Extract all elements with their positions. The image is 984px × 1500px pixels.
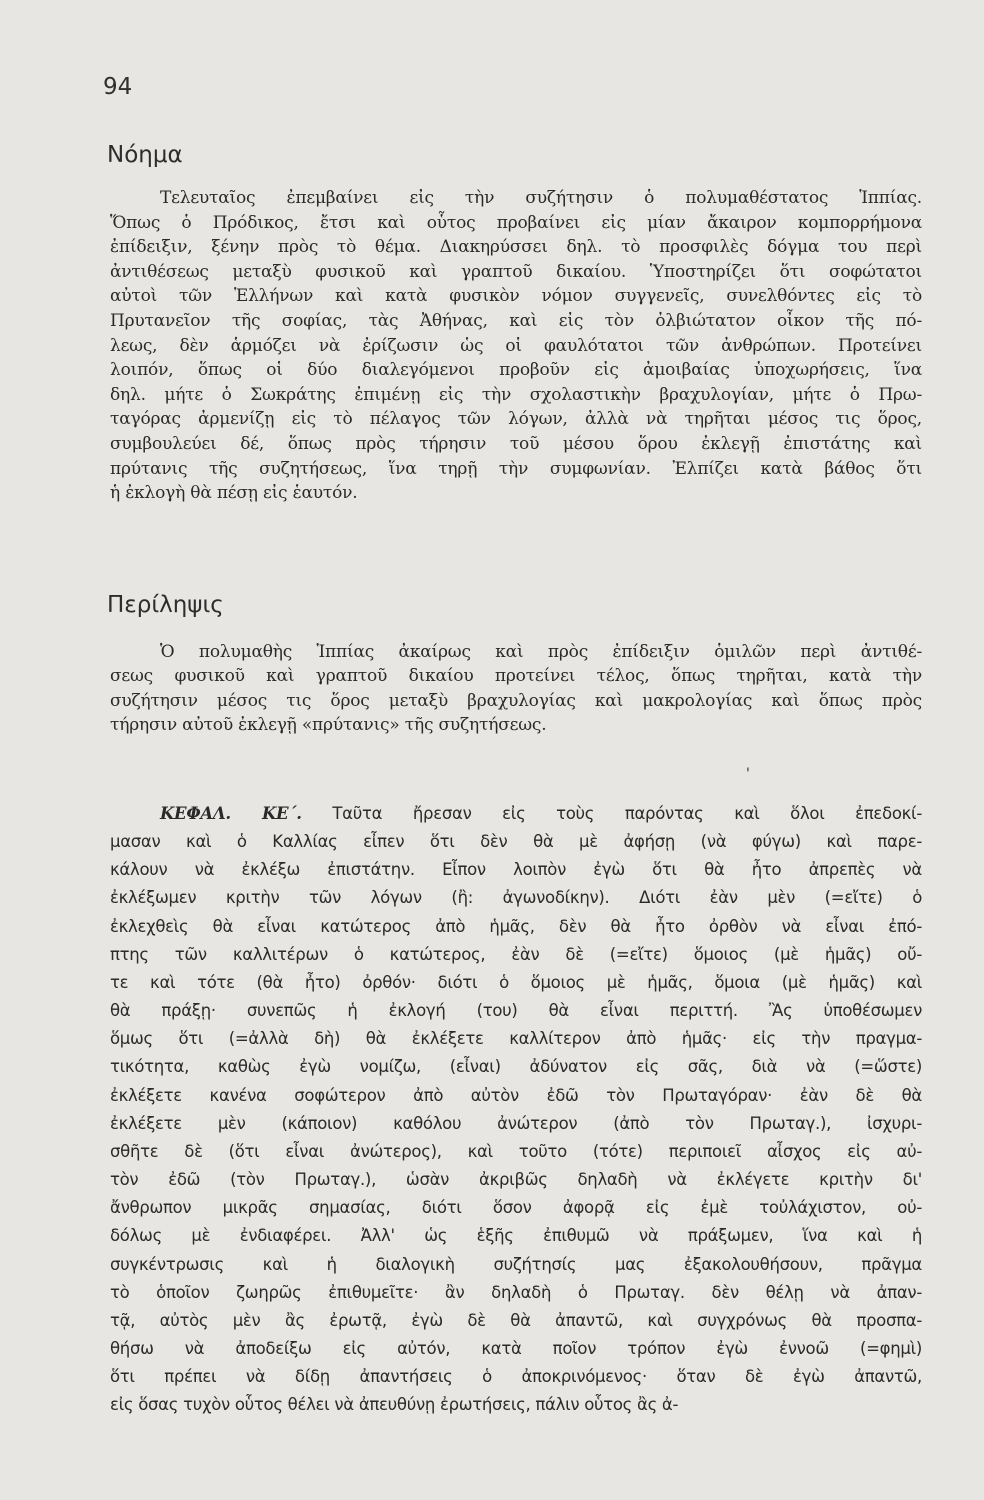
text-line: τήρησιν αὐτοῦ ἐκλεγῇ «πρύτανις» τῆς συζητήσεως. <box>110 715 547 736</box>
text-line: ἐκλέξετε κανένα σοφώτερον ἀπὸ αὐτὸν ἐδῶ τὸν Πρωταγόραν· ἐὰν δὲ θὰ <box>110 1085 922 1105</box>
text-line: ὅτι πρέπει νὰ δίδῃ ἀπαντήσεις ὁ ἀποκρινόμενος· ὅταν δὲ ἐγὼ ἀπαντῶ, <box>110 1367 922 1387</box>
noima-paragraph <box>110 186 922 506</box>
text-line: Ὁ πολυμαθὴς Ἱππίας ἀκαίρως καὶ πρὸς ἐπίδειξιν ὁμιλῶν περὶ ἀντιθέ- <box>160 642 922 662</box>
text-line: συγκέντρωσις καὶ ἡ διαλογικὴ συζήτησίς μας ἐξακολουθήσουν, πρᾶγμα <box>110 1254 922 1274</box>
page-number: 94 <box>103 74 133 100</box>
perilipsis-paragraph <box>110 640 922 738</box>
text-line: συμβουλεύει δέ, ὅπως πρὸς τήρησιν τοῦ μέσου ὅρου ἐκλεγῇ ἐπιστάτης καὶ <box>110 433 922 454</box>
margin-mark: ' <box>746 766 750 782</box>
text-line: σθῆτε δὲ (ὅτι εἶναι ἀνώτερος), καὶ τοῦτο (τότε) περιποιεῖ αἶσχος εἰς αὐ- <box>110 1141 922 1161</box>
text-line: θὰ πράξῃ· συνεπῶς ἡ ἐκλογή (του) θὰ εἶναι περιττή. Ἂς ὑποθέσωμεν <box>110 1001 922 1021</box>
text-line: ἐκλέξετε μὲν (κάποιον) καθόλου ἀνώτερον (ἀπὸ τὸν Πρωταγ.), ἰσχυρι- <box>110 1113 922 1133</box>
translation-first-line <box>110 800 922 828</box>
text-line: τὸν ἐδῶ (τὸν Πρωταγ.), ὡσὰν ἀκριβῶς δηλαδὴ νὰ ἐκλέγετε κριτὴν δι' <box>110 1170 922 1190</box>
text-line: ἐκλέξωμεν κριτὴν τῶν λόγων (ἢ: ἀγωνοδίκην). Διότι ἐὰν μὲν (=εἴτε) ὁ <box>110 888 922 908</box>
text-line: πτης τῶν καλλιτέρων ὁ κατώτερος, ἐὰν δὲ (=εἴτε) ὅμοιος (μὲ ἡμᾶς) οὔ- <box>110 944 922 964</box>
text-line: ἐπίδειξιν, ξένην πρὸς τὸ θέμα. Διακηρύσσει δηλ. τὸ προσφιλὲς δόγμα του περὶ <box>110 237 922 258</box>
text-line: Πρυτανεῖον τῆς σοφίας, τὰς Ἀθήνας, καὶ εἰς τὸν ὀλβιώτατον οἶκον τῆς πό- <box>110 310 922 331</box>
text-line: τὸ ὁποῖον ζωηρῶς ἐπιθυμεῖτε· ἂν δηλαδὴ ὁ Πρωταγ. δὲν θέλῃ νὰ ἀπαν- <box>110 1282 922 1302</box>
text-line: λεως, δὲν ἁρμόζει νὰ ἐρίζωσιν ὡς οἱ φαυλότατοι τῶν ἀνθρώπων. Προτείνει <box>110 335 922 356</box>
text-line: κάλουν νὰ ἐκλέξω ἐπιστάτην. Εἶπον λοιπὸν ἐγὼ ὅτι θὰ ἦτο ἀπρεπὲς νὰ <box>110 860 922 880</box>
first-line-text: Ταῦτα ἤρεσαν εἰς τοὺς παρόντας καὶ ὅλοι ἐπεδοκί- <box>332 804 922 823</box>
text-line: Ὅπως ὁ Πρόδικος, ἔτσι καὶ οὗτος προβαίνει εἰς μίαν ἄκαιρον κομπορρήμονα <box>110 212 922 233</box>
text-line: μασαν καὶ ὁ Καλλίας εἶπεν ὅτι δὲν θὰ μὲ ἀφήσῃ (νὰ φύγω) καὶ παρε- <box>110 832 922 852</box>
translation-paragraph <box>110 800 922 1419</box>
text-line: δόλως μὲ ἐνδιαφέρει. Ἀλλ' ὡς ἑξῆς ἐπιθυμῶ νὰ πράξωμεν, ἵνα καὶ ἡ <box>110 1226 922 1246</box>
text-line: ἀντιθέσεως μεταξὺ φυσικοῦ καὶ γραπτοῦ δικαίου. Ὑποστηρίζει ὅτι σοφώτατοι <box>110 261 922 282</box>
text-line: ταγόρας ἀρμενίζῃ εἰς τὸ πέλαγος τῶν λόγων, ἀλλὰ νὰ τηρῆται μέσος τις ὅρος, <box>110 409 922 430</box>
text-line: τικότητα, καθὼς ἐγὼ νομίζω, (εἶναι) ἀδύνατον εἰς σᾶς, διὰ νὰ (=ὥστε) <box>110 1057 922 1077</box>
text-line: ἡ ἐκλογὴ θὰ πέσῃ εἰς ἑαυτόν. <box>110 483 358 504</box>
section-heading-noima: Νόημα <box>107 142 183 168</box>
chapter-label: ΚΕΦΑΛ. ΚΕ΄. <box>160 804 302 823</box>
text-line: ἐκλεχθεὶς θὰ εἶναι κατώτερος ἀπὸ ἡμᾶς, δὲν θὰ ἦτο ὀρθὸν νὰ εἶναι ἐπό- <box>110 916 922 936</box>
text-line: εἰς ὅσας τυχὸν οὗτος θέλει νὰ ἀπευθύνῃ ἐρωτήσεις, πάλιν οὗτος ἂς ἀ- <box>110 1395 679 1415</box>
text-line: ὅμως ὅτι (=ἀλλὰ δὴ) θὰ ἐκλέξετε καλλίτερον ἀπὸ ἡμᾶς· εἰς τὴν πραγμα- <box>110 1029 922 1049</box>
text-line: συζήτησιν μέσος τις ὅρος μεταξὺ βραχυλογίας καὶ μακρολογίας καὶ ὅπως πρὸς <box>110 690 922 711</box>
text-line: σεως φυσικοῦ καὶ γραπτοῦ δικαίου προτείνει τέλος, ὅπως τηρῆται, κατὰ τὴν <box>110 666 922 687</box>
text-line: δηλ. μήτε ὁ Σωκράτης ἐπιμένῃ εἰς τὴν σχολαστικὴν βραχυλογίαν, μήτε ὁ Πρω- <box>110 384 922 405</box>
text-line: ἄνθρωπον μικρᾶς σημασίας, διότι ὅσον ἀφορᾷ εἰς ἐμὲ τοὐλάχιστον, οὐ- <box>110 1198 922 1218</box>
text-line: Τελευταῖος ἐπεμβαίνει εἰς τὴν συζήτησιν ὁ πολυμαθέστατος Ἱππίας. <box>160 188 922 208</box>
text-line: τᾷ, αὐτὸς μὲν ἂς ἐρωτᾷ, ἐγὼ δὲ θὰ ἀπαντῶ, καὶ συγχρόνως θὰ προσπα- <box>110 1310 922 1330</box>
text-line: τε καὶ τότε (θὰ ἦτο) ὀρθόν· διότι ὁ ὅμοιος μὲ ἡμᾶς, ὅμοια (μὲ ἡμᾶς) καὶ <box>110 972 922 992</box>
text-line: θήσω νὰ ἀποδείξω εἰς αὐτόν, κατὰ ποῖον τρόπον ἐγὼ ἐννοῶ (=φημὶ) <box>110 1338 922 1358</box>
section-heading-perilipsis: Περίληψις <box>107 592 224 618</box>
text-line: αὐτοὶ τῶν Ἑλλήνων καὶ κατὰ φυσικὸν νόμον συγγενεῖς, συνελθόντες εἰς τὸ <box>110 286 922 307</box>
text-line: πρύτανις τῆς συζητήσεως, ἵνα τηρῇ τὴν συμφωνίαν. Ἐλπίζει κατὰ βάθος ὅτι <box>110 458 922 479</box>
text-line: λοιπόν, ὅπως οἱ δύο διαλεγόμενοι προβοῦν εἰς ἀμοιβαίας ὑποχωρήσεις, ἵνα <box>110 360 922 381</box>
